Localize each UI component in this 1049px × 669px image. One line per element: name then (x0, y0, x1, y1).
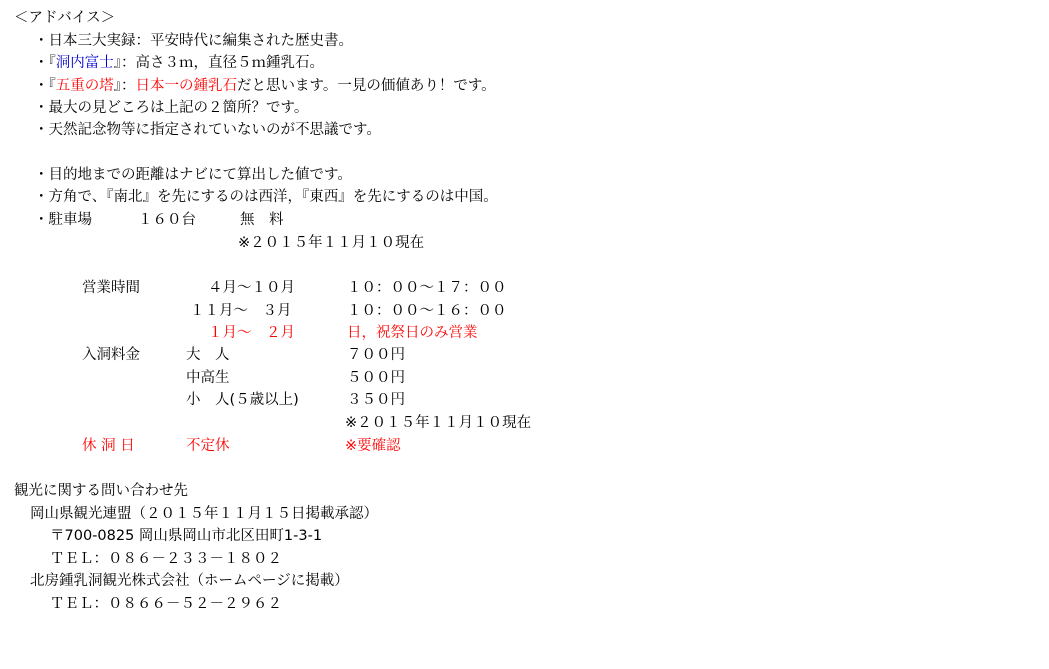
hours-row-1 (0, 277, 1000, 299)
fee-adult-label: 大 人 (186, 347, 230, 363)
contact-org-okayama-kanko: 岡山県観光連盟（２０１５年１１月１５日掲載承認） (30, 506, 378, 522)
fee-middle-label: 中高生 (186, 370, 230, 386)
fee-row-child (0, 389, 1000, 411)
hours-period-2: １１月～ ３月 (190, 303, 292, 319)
hours-row-3 (0, 322, 1000, 344)
fees-label: 入洞料金 (82, 347, 140, 363)
contact-org1-tel: ＴＥＬ：０８６－２３３－１８０２ (50, 551, 282, 567)
parking-row (34, 209, 1034, 231)
fee-middle-price: ５００円 (347, 370, 405, 386)
fees-asof: ※２０１５年１１月１０現在 (345, 415, 532, 431)
parking-count: １６０台 (138, 212, 196, 228)
closed-value: 不定休 (186, 438, 230, 454)
contact-org2-tel: ＴＥＬ：０８６６－５２－２９６２ (50, 596, 282, 612)
advice-item-donai-fuji-prefix: ・『 (34, 55, 56, 71)
advice-item-sandai-jitsuroku: ・日本三大実録：平安時代に編集された歴史書。 (34, 33, 353, 49)
contact-heading: 観光に関する問い合わせ先 (14, 483, 188, 499)
nihonichi-shonyuseki-highlight: 日本一の鍾乳石 (135, 78, 237, 94)
hours-period-3: １月～ ２月 (208, 325, 295, 341)
hours-label: 営業時間 (82, 280, 140, 296)
hours-time-2: １０：００～１６：００ (347, 303, 507, 319)
hours-row-2 (0, 300, 1000, 322)
closed-note: ※要確認 (345, 438, 401, 454)
hours-time-3: 日，祝祭日のみ営業 (347, 325, 478, 341)
donai-fuji-link[interactable]: 洞内富士 (55, 55, 114, 71)
contact-org1-address: 〒700-0825 岡山県岡山市北区田町1-3-1 (50, 528, 323, 544)
closed-row (0, 435, 1000, 457)
advice-item-gojyu-mid: 』： (113, 78, 136, 94)
hours-time-1: １０：００～１７：００ (347, 280, 507, 296)
advice-item-gojyu-text: だと思います。一見の価値あり！です。 (237, 78, 496, 94)
fee-row-middle (0, 367, 1000, 389)
note-direction: ・方角で、『南北』を先にするのは西洋，『東西』を先にするのは中国。 (34, 189, 498, 205)
hours-period-1: ４月～１０月 (208, 280, 295, 296)
advice-item-gojyu-no-tou (34, 75, 496, 97)
parking-fee: 無 料 (240, 212, 284, 228)
gojyu-no-tou-highlight: 五重の塔 (55, 78, 114, 94)
closed-label: 休 洞 日 (82, 438, 135, 454)
parking-label: ・駐車場 (34, 212, 92, 228)
fee-adult-price: ７００円 (347, 347, 405, 363)
parking-asof: ※２０１５年１１月１０現在 (238, 235, 425, 251)
advice-item-donai-fuji-text: 』：高さ３ｍ，直径５ｍ鍾乳石。 (113, 55, 324, 71)
advice-heading: ＜アドバイス＞ (14, 10, 116, 26)
advice-item-gojyu-prefix: ・『 (34, 78, 56, 94)
fee-child-label: 小 人(５歳以上) (186, 392, 299, 408)
note-distance: ・目的地までの距離はナビにて算出した値です。 (34, 167, 352, 183)
advice-item-natural-monument: ・天然記念物等に指定されていないのが不思議です。 (34, 122, 381, 138)
fee-child-price: ３５０円 (347, 392, 405, 408)
contact-org-hokubo: 北房鍾乳洞観光株式会社（ホームページに掲載） (30, 573, 349, 589)
advice-item-highlights: ・最大の見どころは上記の２箇所？です。 (34, 100, 309, 116)
advice-item-donai-fuji (34, 52, 324, 74)
fee-row-adult (0, 344, 1000, 366)
